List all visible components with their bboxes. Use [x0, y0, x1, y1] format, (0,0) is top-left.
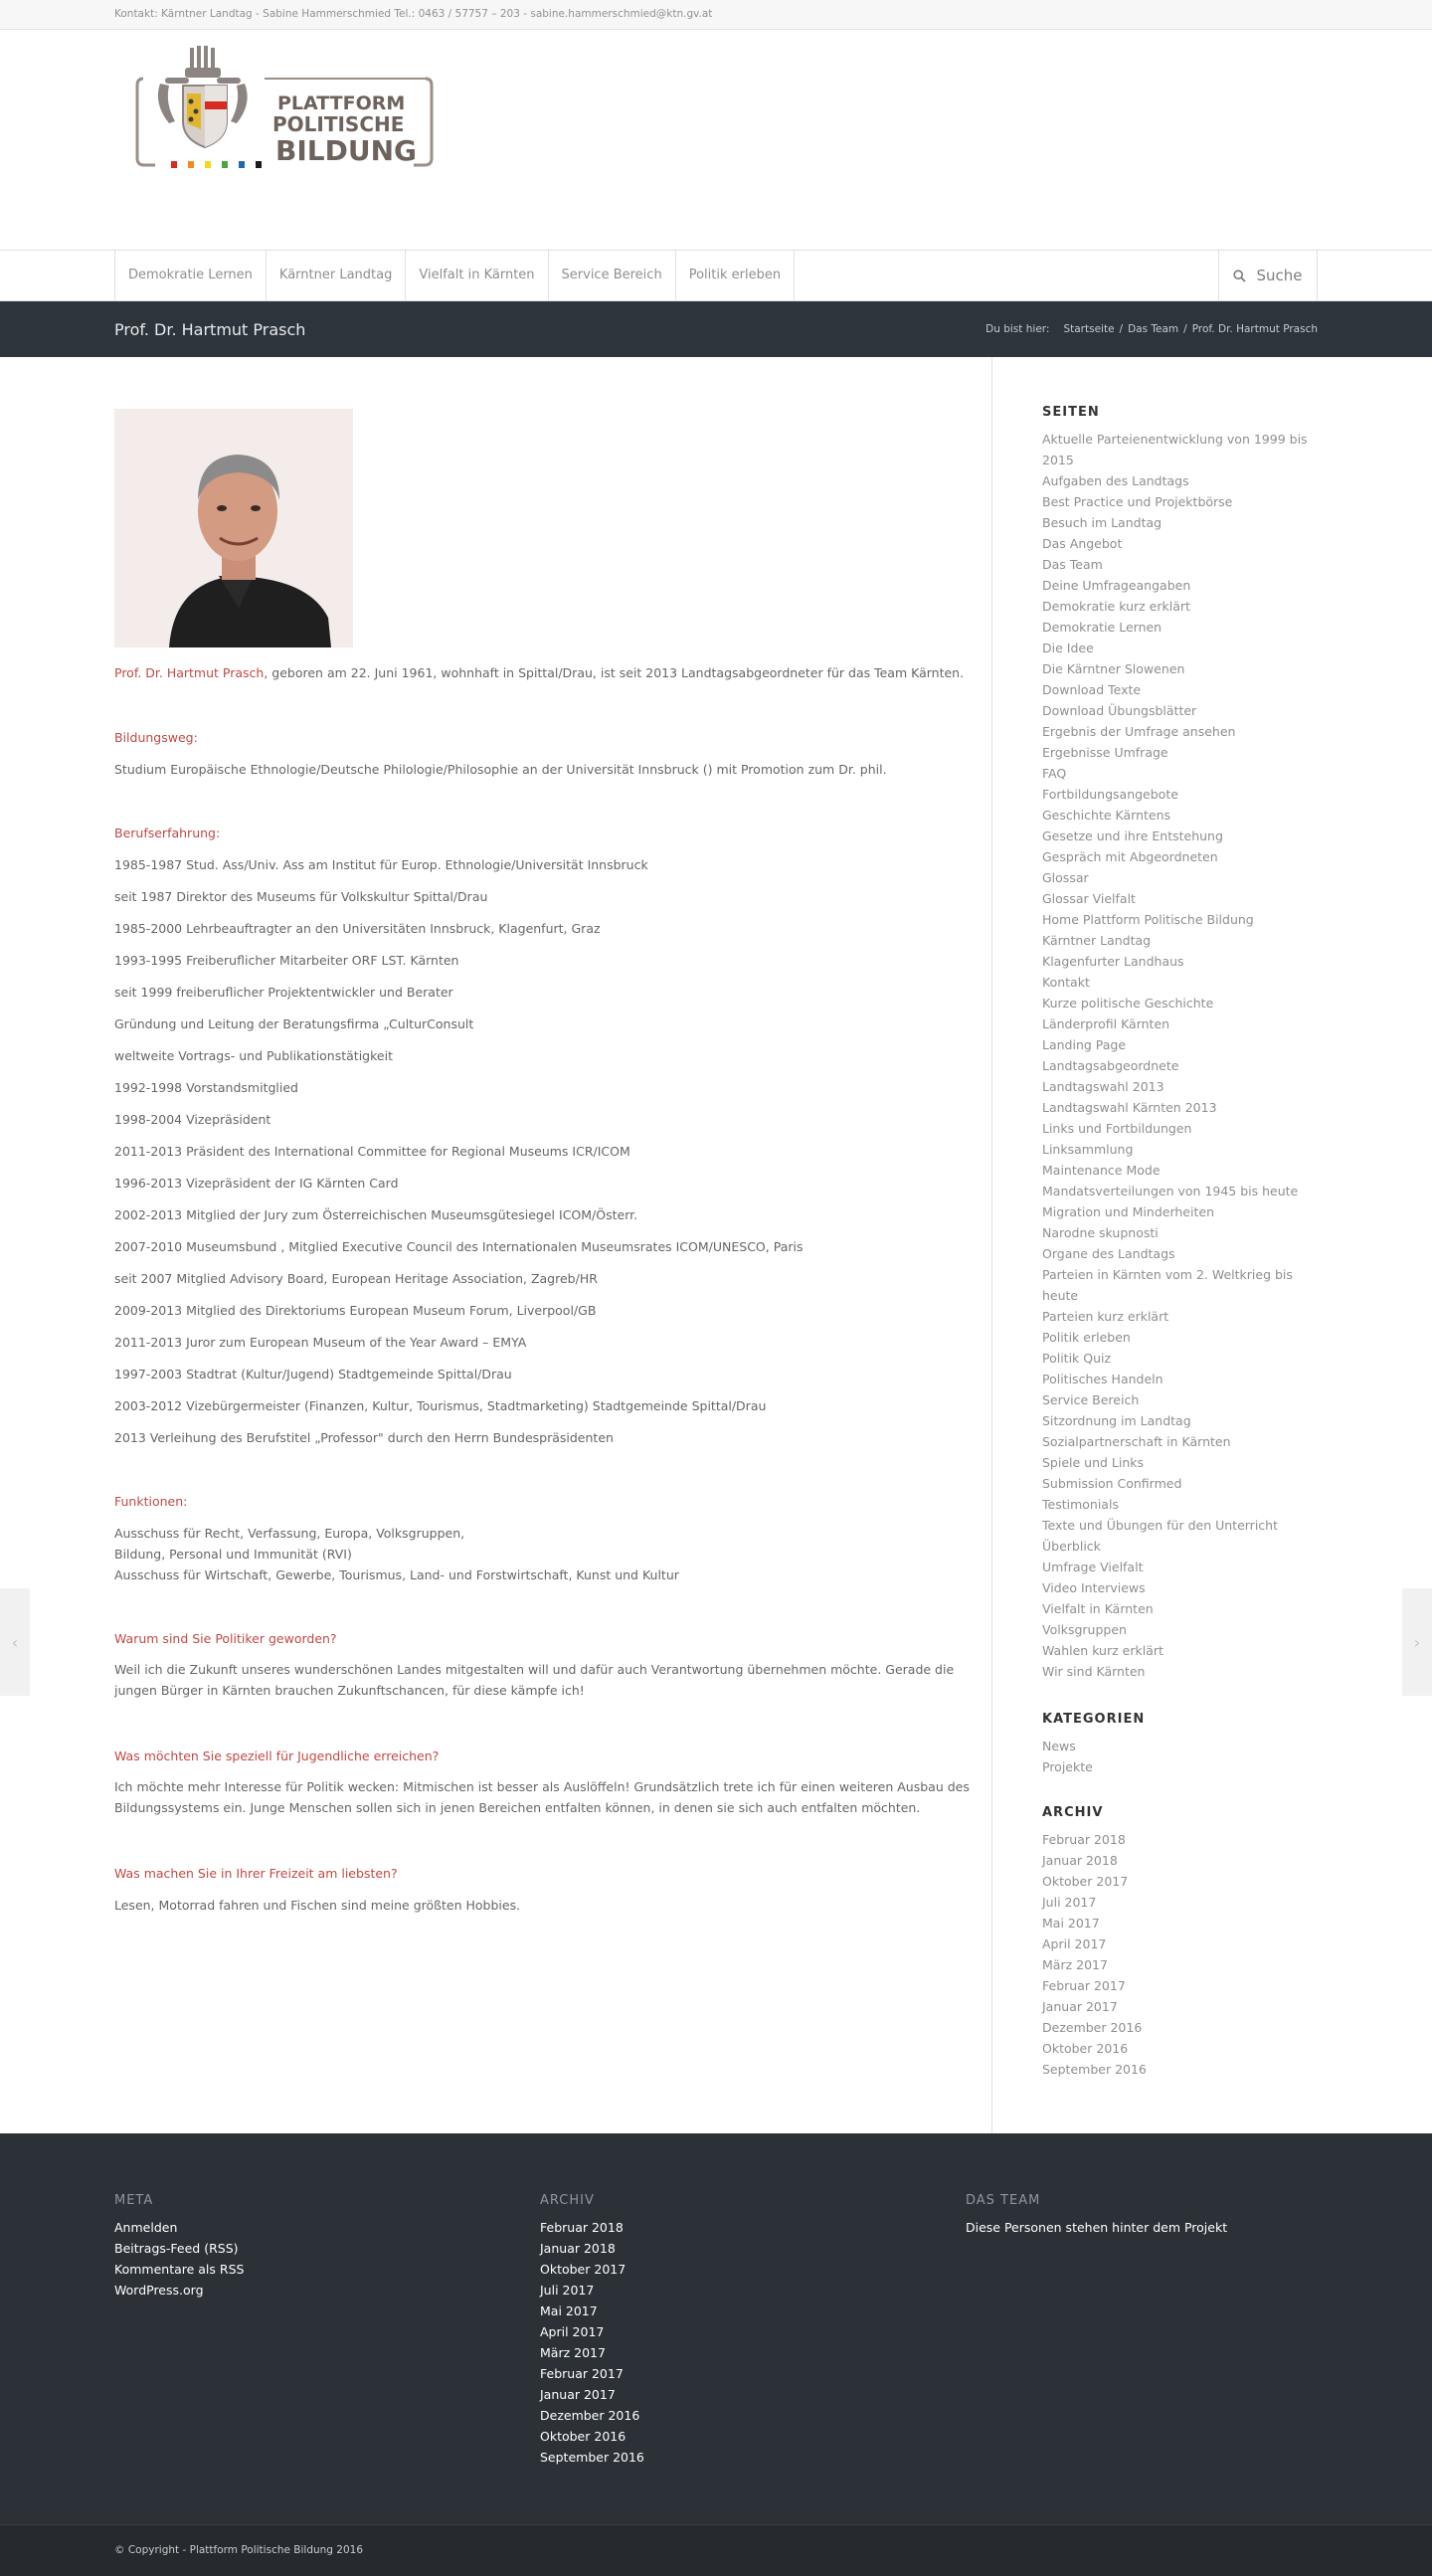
sidebar-archive-link[interactable]: März 2017 [1042, 1957, 1108, 1972]
site-logo[interactable] [135, 44, 434, 183]
sidebar-page-link[interactable]: Texte und Übungen für den Unterricht [1042, 1518, 1278, 1533]
contact-info: Kontakt: Kärntner Landtag - Sabine Hammerschmied Tel.: 0463 / 57757 – 203 - sabine.hammerschmied@ktn.gv.at [114, 8, 713, 20]
breadcrumb [985, 323, 1318, 335]
page-title: Prof. Dr. Hartmut Prasch [114, 319, 306, 339]
footer-team-title: DAS TEAM [966, 2193, 1041, 2208]
sidebar-archive-link[interactable]: Mai 2017 [1042, 1916, 1100, 1931]
nav-item-kaerntner-landtag[interactable]: Kärntner Landtag [267, 251, 406, 300]
footer-team-column [966, 2191, 1363, 2238]
breadcrumb-home[interactable]: Startseite [1063, 323, 1115, 335]
footer-archive-link[interactable]: Februar 2017 [540, 2366, 624, 2381]
sidebar-page-link[interactable]: Umfrage Vielfalt [1042, 1560, 1144, 1574]
sidebar-page-link[interactable]: Politik erleben [1042, 1330, 1131, 1345]
beruf-item: 2007-2010 Museumsbund , Mitglied Executive Council des Internationalen Museumsrates ICOM/UNESCO, Paris [114, 1239, 804, 1254]
beruf-item: 1997-2003 Stadtrat (Kultur/Jugend) Stadtgemeinde Spittal/Drau [114, 1367, 512, 1381]
footer-archive-link[interactable]: Januar 2018 [540, 2241, 616, 2256]
coat-of-arms-icon [135, 44, 434, 183]
sidebar-archive-link[interactable]: Juli 2017 [1042, 1895, 1097, 1910]
footer-meta-link[interactable]: Beitrags-Feed (RSS) [114, 2241, 239, 2256]
answer-freizeit: Lesen, Motorrad fahren und Fischen sind meine größten Hobbies. [114, 1898, 521, 1913]
sidebar-page-link[interactable]: Download Texte [1042, 682, 1142, 697]
sidebar-page-link[interactable]: Linksammlung [1042, 1142, 1134, 1157]
footer-archive-link[interactable]: März 2017 [540, 2345, 606, 2360]
question-heading-jugendliche: Was möchten Sie speziell für Jugendliche erreichen? [114, 1748, 440, 1763]
sidebar-page-link[interactable]: Klagenfurter Landhaus [1042, 954, 1184, 969]
beruf-item: 2009-2013 Mitglied des Direktoriums European Museum Forum, Liverpool/GB [114, 1303, 597, 1318]
footer-meta-link[interactable]: Anmelden [114, 2220, 178, 2235]
sidebar-page-link[interactable]: Best Practice und Projektbörse [1042, 494, 1233, 509]
sidebar-page-link[interactable]: Maintenance Mode [1042, 1163, 1161, 1178]
site-header [0, 30, 1432, 251]
sidebar-page-link[interactable]: Politisches Handeln [1042, 1372, 1164, 1386]
footer-archive-link[interactable]: April 2017 [540, 2324, 605, 2339]
breadcrumb-team[interactable]: Das Team [1128, 323, 1179, 335]
sidebar-page-link[interactable]: Wir sind Kärnten [1042, 1664, 1146, 1679]
beruf-item: Gründung und Leitung der Beratungsfirma „CulturConsult [114, 1016, 474, 1031]
sidebar-page-link[interactable]: Das Angebot [1042, 536, 1123, 551]
nav-item-politik-erleben[interactable]: Politik erleben [676, 251, 795, 300]
sidebar-page-link[interactable]: Besuch im Landtag [1042, 515, 1163, 530]
sidebar-archive-link[interactable]: September 2016 [1042, 2062, 1147, 2077]
sidebar-archive-link[interactable]: April 2017 [1042, 1936, 1107, 1951]
footer-archive-link[interactable]: Oktober 2016 [540, 2429, 626, 2444]
beruf-item: 2002-2013 Mitglied der Jury zum Österreichischen Museumsgütesiegel ICOM/Österr. [114, 1207, 638, 1222]
sidebar-page-link[interactable]: Narodne skupnosti [1042, 1225, 1159, 1240]
sidebar-page-link[interactable]: Ergebnisse Umfrage [1042, 745, 1168, 760]
sidebar-page-link[interactable]: Die Kärntner Slowenen [1042, 661, 1185, 676]
beruf-item: 2011-2013 Juror zum European Museum of the Year Award – EMYA [114, 1335, 527, 1350]
sidebar-page-link[interactable]: Gespräch mit Abgeordneten [1042, 849, 1218, 864]
sidebar-page-link[interactable]: Organe des Landtags [1042, 1246, 1175, 1261]
breadcrumb-separator: / [1183, 323, 1187, 335]
breadcrumb-current: Prof. Dr. Hartmut Prasch [1191, 323, 1318, 335]
sidebar-page-link[interactable]: Testimonials [1042, 1497, 1119, 1512]
section-heading-bildung: Bildungsweg: [114, 730, 198, 745]
answer-jugendliche: Ich möchte mehr Interesse für Politik wecken: Mitmischen ist besser als Auslöffeln! Grundsätzlich trete ich für einen weiteren Ausbau des Bildungssystems ein. Junge Menschen sollen sich in jenen Bereichen entfalten können, in denen sie sich auch entfalten möchten. [114, 1779, 970, 1815]
sidebar-pages-title: SEITEN [1042, 405, 1100, 420]
breadcrumb-separator: / [1119, 323, 1124, 335]
sidebar-page-link[interactable]: FAQ [1042, 766, 1067, 781]
sidebar-page-link[interactable]: Überblick [1042, 1539, 1101, 1554]
sidebar-categories-title: KATEGORIEN [1042, 1712, 1146, 1727]
sidebar-page-link[interactable]: Migration und Minderheiten [1042, 1204, 1214, 1219]
sidebar-page-link[interactable]: Demokratie Lernen [1042, 620, 1163, 635]
main-navigation [0, 251, 1432, 301]
footer-archive-link[interactable]: Mai 2017 [540, 2303, 598, 2318]
bildung-text: Studium Europäische Ethnologie/Deutsche Philologie/Philosophie an der Universität Innsbruck () mit Promotion zum Dr. phil. [114, 762, 887, 777]
sidebar-page-link[interactable]: Links und Fortbildungen [1042, 1121, 1192, 1136]
sidebar-page-link[interactable]: Das Team [1042, 557, 1103, 572]
sidebar-page-link[interactable]: Wahlen kurz erklärt [1042, 1643, 1164, 1658]
footer-archive-link[interactable]: Februar 2018 [540, 2220, 624, 2235]
sidebar-page-link[interactable]: Deine Umfrageangaben [1042, 578, 1191, 593]
beruf-item: seit 1987 Direktor des Museums für Volkskultur Spittal/Drau [114, 889, 488, 904]
beruf-item: 2003-2012 Vizebürgermeister (Finanzen, Kultur, Tourismus, Stadtmarketing) Stadtgemeinde Spittal/Drau [114, 1398, 767, 1413]
sidebar-page-link[interactable]: Landtagswahl Kärnten 2013 [1042, 1100, 1217, 1115]
footer-meta-title: META [114, 2193, 154, 2208]
sidebar-page-link[interactable]: Glossar Vielfalt [1042, 891, 1136, 906]
prev-post-arrow[interactable] [0, 1588, 30, 1696]
beruf-item: seit 1999 freiberuflicher Projektentwickler und Berater [114, 985, 453, 1000]
breadcrumb-prefix: Du bist hier: [985, 323, 1050, 335]
sidebar-archive-link[interactable]: Februar 2018 [1042, 1832, 1126, 1847]
footer-archive-link[interactable]: Dezember 2016 [540, 2408, 640, 2423]
footer-archive-link[interactable]: Oktober 2017 [540, 2262, 626, 2277]
sidebar-page-link[interactable]: Submission Confirmed [1042, 1476, 1182, 1491]
chevron-right-icon: › [1413, 1632, 1421, 1652]
site-footer [0, 2133, 1432, 2524]
logo-line-2: POLITISCHE [272, 112, 405, 136]
sidebar-page-link[interactable]: Landing Page [1042, 1037, 1127, 1052]
beruf-item: seit 2007 Mitglied Advisory Board, European Heritage Association, Zagreb/HR [114, 1271, 598, 1286]
sidebar-page-link[interactable]: Aktuelle Parteienentwicklung von 1999 bis 2015 [1042, 432, 1308, 467]
content-sidebar-divider [991, 357, 992, 2133]
sidebar-page-link[interactable]: Volksgruppen [1042, 1622, 1127, 1637]
sidebar-page-link[interactable]: Parteien kurz erklärt [1042, 1309, 1169, 1324]
funktion-item: Ausschuss für Wirtschaft, Gewerbe, Tourismus, Land- und Forstwirtschaft, Kunst und Kultur [114, 1567, 679, 1582]
next-post-arrow[interactable] [1402, 1588, 1432, 1696]
sidebar-page-link[interactable]: Demokratie kurz erklärt [1042, 599, 1190, 614]
footer-archive-link[interactable]: Juli 2017 [540, 2283, 595, 2298]
footer-socket [0, 2524, 1432, 2576]
beruf-item: 1993-1995 Freiberuflicher Mitarbeiter ORF LST. Kärnten [114, 953, 459, 968]
footer-meta-link[interactable]: WordPress.org [114, 2283, 204, 2298]
sidebar-archive-link[interactable]: Januar 2017 [1042, 1999, 1118, 2014]
beruf-item: 1996-2013 Vizepräsident der IG Kärnten Card [114, 1176, 399, 1191]
answer-politiker: Weil ich die Zukunft unseres wunderschönen Landes mitgestalten will und dafür auch Verantwortung übernehmen möchte. Gerade die jungen Bürger in Kärnten brauchen Zukunftschancen, für diese kämpfe ich! [114, 1662, 955, 1698]
footer-meta-column [114, 2191, 512, 2300]
intro-name-link[interactable]: Prof. Dr. Hartmut Prasch [114, 665, 265, 680]
search-icon [1233, 270, 1246, 282]
portrait-photo [114, 409, 353, 647]
chevron-left-icon: ‹ [11, 1632, 19, 1652]
main-area [0, 357, 1432, 2133]
intro-paragraph [114, 665, 964, 680]
search-button[interactable] [1218, 251, 1318, 300]
beruf-item: 1992-1998 Vorstandsmitglied [114, 1080, 298, 1095]
beruf-item: 2011-2013 Präsident des International Committee for Regional Museums ICR/ICOM [114, 1144, 630, 1159]
footer-archive-title: ARCHIV [540, 2193, 595, 2208]
footer-meta-link[interactable]: Kommentare als RSS [114, 2262, 245, 2277]
sidebar-category-link[interactable]: Projekte [1042, 1759, 1093, 1774]
sidebar-page-link[interactable]: Geschichte Kärntens [1042, 808, 1171, 823]
sidebar-categories-list [1042, 1736, 1311, 1777]
funktion-item: Bildung, Personal und Immunität (RVI) [114, 1547, 352, 1562]
question-heading-freizeit: Was machen Sie in Ihrer Freizeit am liebsten? [114, 1866, 398, 1881]
beruf-item: weltweite Vortrags- und Publikationstätigkeit [114, 1048, 393, 1063]
sidebar-page-link[interactable]: Parteien in Kärnten vom 2. Weltkrieg bis heute [1042, 1267, 1293, 1303]
copyright-text: © Copyright - Plattform Politische Bildung 2016 [114, 2544, 364, 2556]
sidebar-page-link[interactable]: Gesetze und ihre Entstehung [1042, 828, 1223, 843]
sidebar-page-link[interactable]: Vielfalt in Kärnten [1042, 1601, 1154, 1616]
sidebar-page-link[interactable]: Mandatsverteilungen von 1945 bis heute [1042, 1184, 1299, 1198]
sidebar-archive-link[interactable]: Oktober 2016 [1042, 2041, 1129, 2056]
beruf-item: 1985-1987 Stud. Ass/Univ. Ass am Institut für Europ. Ethnologie/Universität Innsbruck [114, 857, 648, 872]
sidebar-page-link[interactable]: Kärntner Landtag [1042, 933, 1152, 948]
sidebar-page-link[interactable]: Länderprofil Kärnten [1042, 1016, 1170, 1031]
sidebar-archive-link[interactable]: Januar 2018 [1042, 1853, 1118, 1868]
sidebar-page-link[interactable]: Sitzordnung im Landtag [1042, 1413, 1191, 1428]
nav-menu [114, 251, 795, 300]
footer-archive-link[interactable]: Januar 2017 [540, 2387, 616, 2402]
section-heading-beruf: Berufserfahrung: [114, 826, 221, 840]
sidebar-archive-link[interactable]: Dezember 2016 [1042, 2020, 1143, 2035]
sidebar-page-link[interactable]: Sozialpartnerschaft in Kärnten [1042, 1434, 1231, 1449]
sidebar-archive-title: ARCHIV [1042, 1805, 1104, 1820]
beruf-item: 1985-2000 Lehrbeauftragter an den Universitäten Innsbruck, Klagenfurt, Graz [114, 921, 601, 936]
portrait-image-icon [114, 409, 353, 647]
sidebar-page-link[interactable]: Download Übungsblätter [1042, 703, 1197, 718]
sidebar-page-link[interactable]: Landtagswahl 2013 [1042, 1079, 1164, 1094]
sidebar-page-link[interactable]: Kurze politische Geschichte [1042, 996, 1214, 1011]
page-title-bar [0, 301, 1432, 357]
footer-archive-link[interactable]: September 2016 [540, 2450, 644, 2465]
intro-text: , geboren am 22. Juni 1961, wohnhaft in Spittal/Drau, ist seit 2013 Landtagsabgeordneter für das Team Kärnten. [264, 665, 965, 680]
nav-item-demokratie-lernen[interactable]: Demokratie Lernen [115, 251, 267, 300]
sidebar-page-link[interactable]: Home Plattform Politische Bildung [1042, 912, 1254, 927]
sidebar-page-link[interactable]: Video Interviews [1042, 1580, 1146, 1595]
nav-item-service-bereich[interactable]: Service Bereich [549, 251, 676, 300]
logo-line-3: BILDUNG [275, 134, 417, 167]
sidebar-archive-link[interactable]: Februar 2017 [1042, 1978, 1126, 1993]
sidebar-page-link[interactable]: Landtagsabgeordnete [1042, 1058, 1179, 1073]
sidebar-archive-link[interactable]: Oktober 2017 [1042, 1874, 1129, 1889]
sidebar-page-link[interactable]: Kontakt [1042, 975, 1090, 990]
sidebar-page-link[interactable]: Glossar [1042, 870, 1089, 885]
question-heading-politiker: Warum sind Sie Politiker geworden? [114, 1631, 337, 1646]
nav-item-vielfalt-in-kaernten[interactable]: Vielfalt in Kärnten [406, 251, 548, 300]
sidebar-page-link[interactable]: Die Idee [1042, 641, 1094, 655]
sidebar-page-link[interactable]: Ergebnis der Umfrage ansehen [1042, 724, 1236, 739]
sidebar-category-link[interactable]: News [1042, 1739, 1076, 1753]
sidebar-pages-list [1042, 429, 1311, 1682]
footer-meta-list [114, 2217, 512, 2300]
footer-archive-list [540, 2217, 938, 2468]
sidebar-page-link[interactable]: Service Bereich [1042, 1392, 1140, 1407]
sidebar-page-link[interactable]: Spiele und Links [1042, 1455, 1145, 1470]
beruf-item: 1998-2004 Vizepräsident [114, 1112, 271, 1127]
footer-team-text: Diese Personen stehen hinter dem Projekt [966, 2220, 1228, 2235]
funktion-item: Ausschuss für Recht, Verfassung, Europa, Volksgruppen, [114, 1526, 465, 1541]
search-label: Suche [1256, 267, 1303, 284]
sidebar-page-link[interactable]: Aufgaben des Landtags [1042, 473, 1189, 488]
footer-archive-column [540, 2191, 938, 2468]
sidebar-archive-list [1042, 1829, 1311, 2080]
top-contact-bar [0, 0, 1432, 30]
section-heading-funktionen: Funktionen: [114, 1494, 188, 1509]
beruf-item: 2013 Verleihung des Berufstitel „Professor" durch den Herrn Bundespräsidenten [114, 1430, 614, 1445]
sidebar-page-link[interactable]: Fortbildungsangebote [1042, 787, 1178, 802]
sidebar-page-link[interactable]: Politik Quiz [1042, 1351, 1112, 1366]
logo-line-1: PLATTFORM [277, 92, 406, 114]
